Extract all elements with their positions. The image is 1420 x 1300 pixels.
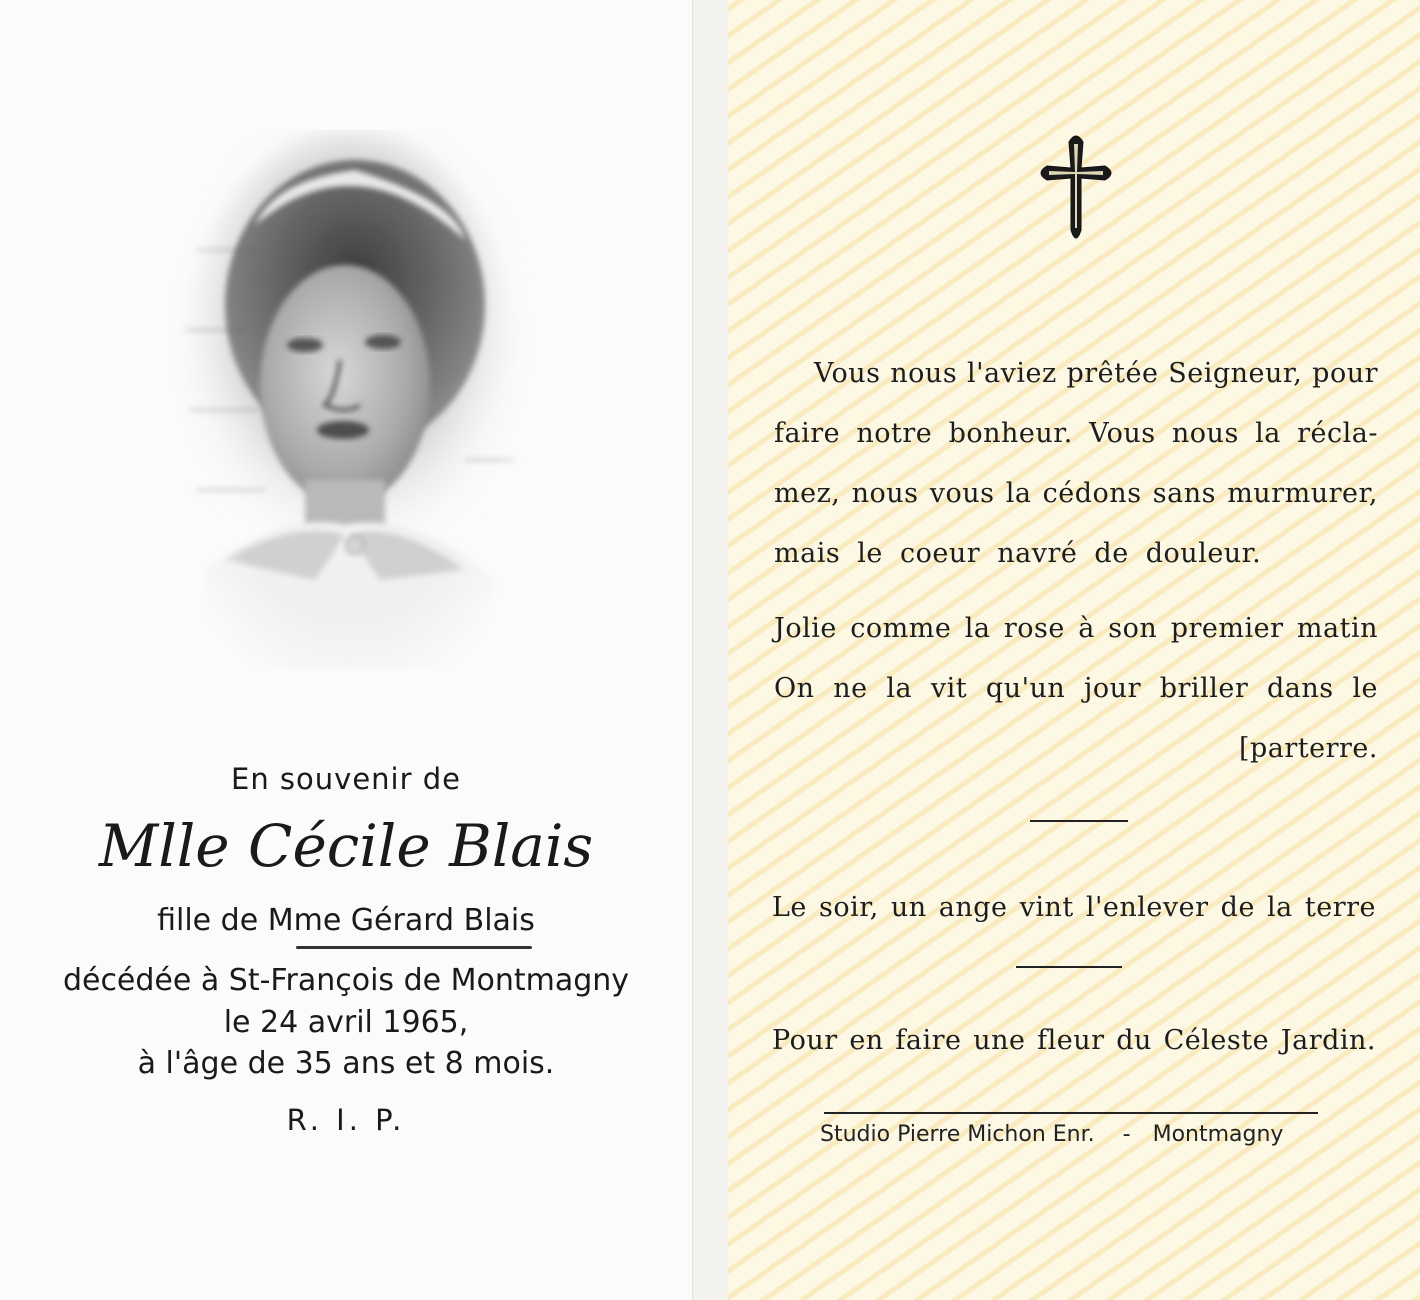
verse-line-3: mez, nous vous la cédons sans murmurer, — [774, 478, 1378, 509]
daughter-of-line: fille de Mme Gérard Blais — [157, 903, 535, 938]
verse-line-5: Jolie comme la rose à son premier matin — [774, 613, 1378, 644]
cross-icon — [1035, 130, 1117, 246]
verse-line-7: [parterre. — [1238, 733, 1378, 764]
studio-separator: - — [1122, 1122, 1131, 1147]
deceased-name: Mlle Cécile Blais — [98, 812, 594, 880]
age-line: à l'âge de 35 ans et 8 mois. — [137, 1046, 555, 1081]
angel-line: Le soir, un ange vint l'enlever de la terre — [772, 892, 1376, 923]
verse-line-6: On ne la vit qu'un jour briller dans le — [774, 673, 1378, 704]
divider-rule-2 — [1016, 966, 1122, 968]
studio-name: Studio Pierre Michon Enr. — [820, 1122, 1095, 1147]
place-of-death-line: décédée à St-François de Montmagny — [62, 963, 630, 998]
garden-line: Pour en faire une fleur du Céleste Jardin. — [772, 1025, 1376, 1056]
portrait-photo — [165, 130, 535, 670]
memorial-card-front — [0, 0, 693, 1300]
name-underline-divider — [296, 946, 532, 949]
date-of-death-line: le 24 avril 1965, — [223, 1005, 469, 1040]
studio-town: Montmagny — [1152, 1122, 1284, 1147]
memorial-card-back — [728, 0, 1420, 1300]
footer-rule — [824, 1112, 1318, 1114]
divider-rule-1 — [1030, 820, 1128, 822]
in-memory-heading: En souvenir de — [231, 762, 461, 796]
studio-imprint — [820, 1122, 1330, 1147]
verse-line-4: mais le coeur navré de douleur. — [774, 538, 1262, 569]
verse-line-1: Vous nous l'aviez prêtée Seigneur, pour — [814, 358, 1378, 389]
rip-text: R. I. P. — [286, 1103, 406, 1137]
verse-line-2: faire notre bonheur. Vous nous la récla- — [774, 418, 1378, 449]
